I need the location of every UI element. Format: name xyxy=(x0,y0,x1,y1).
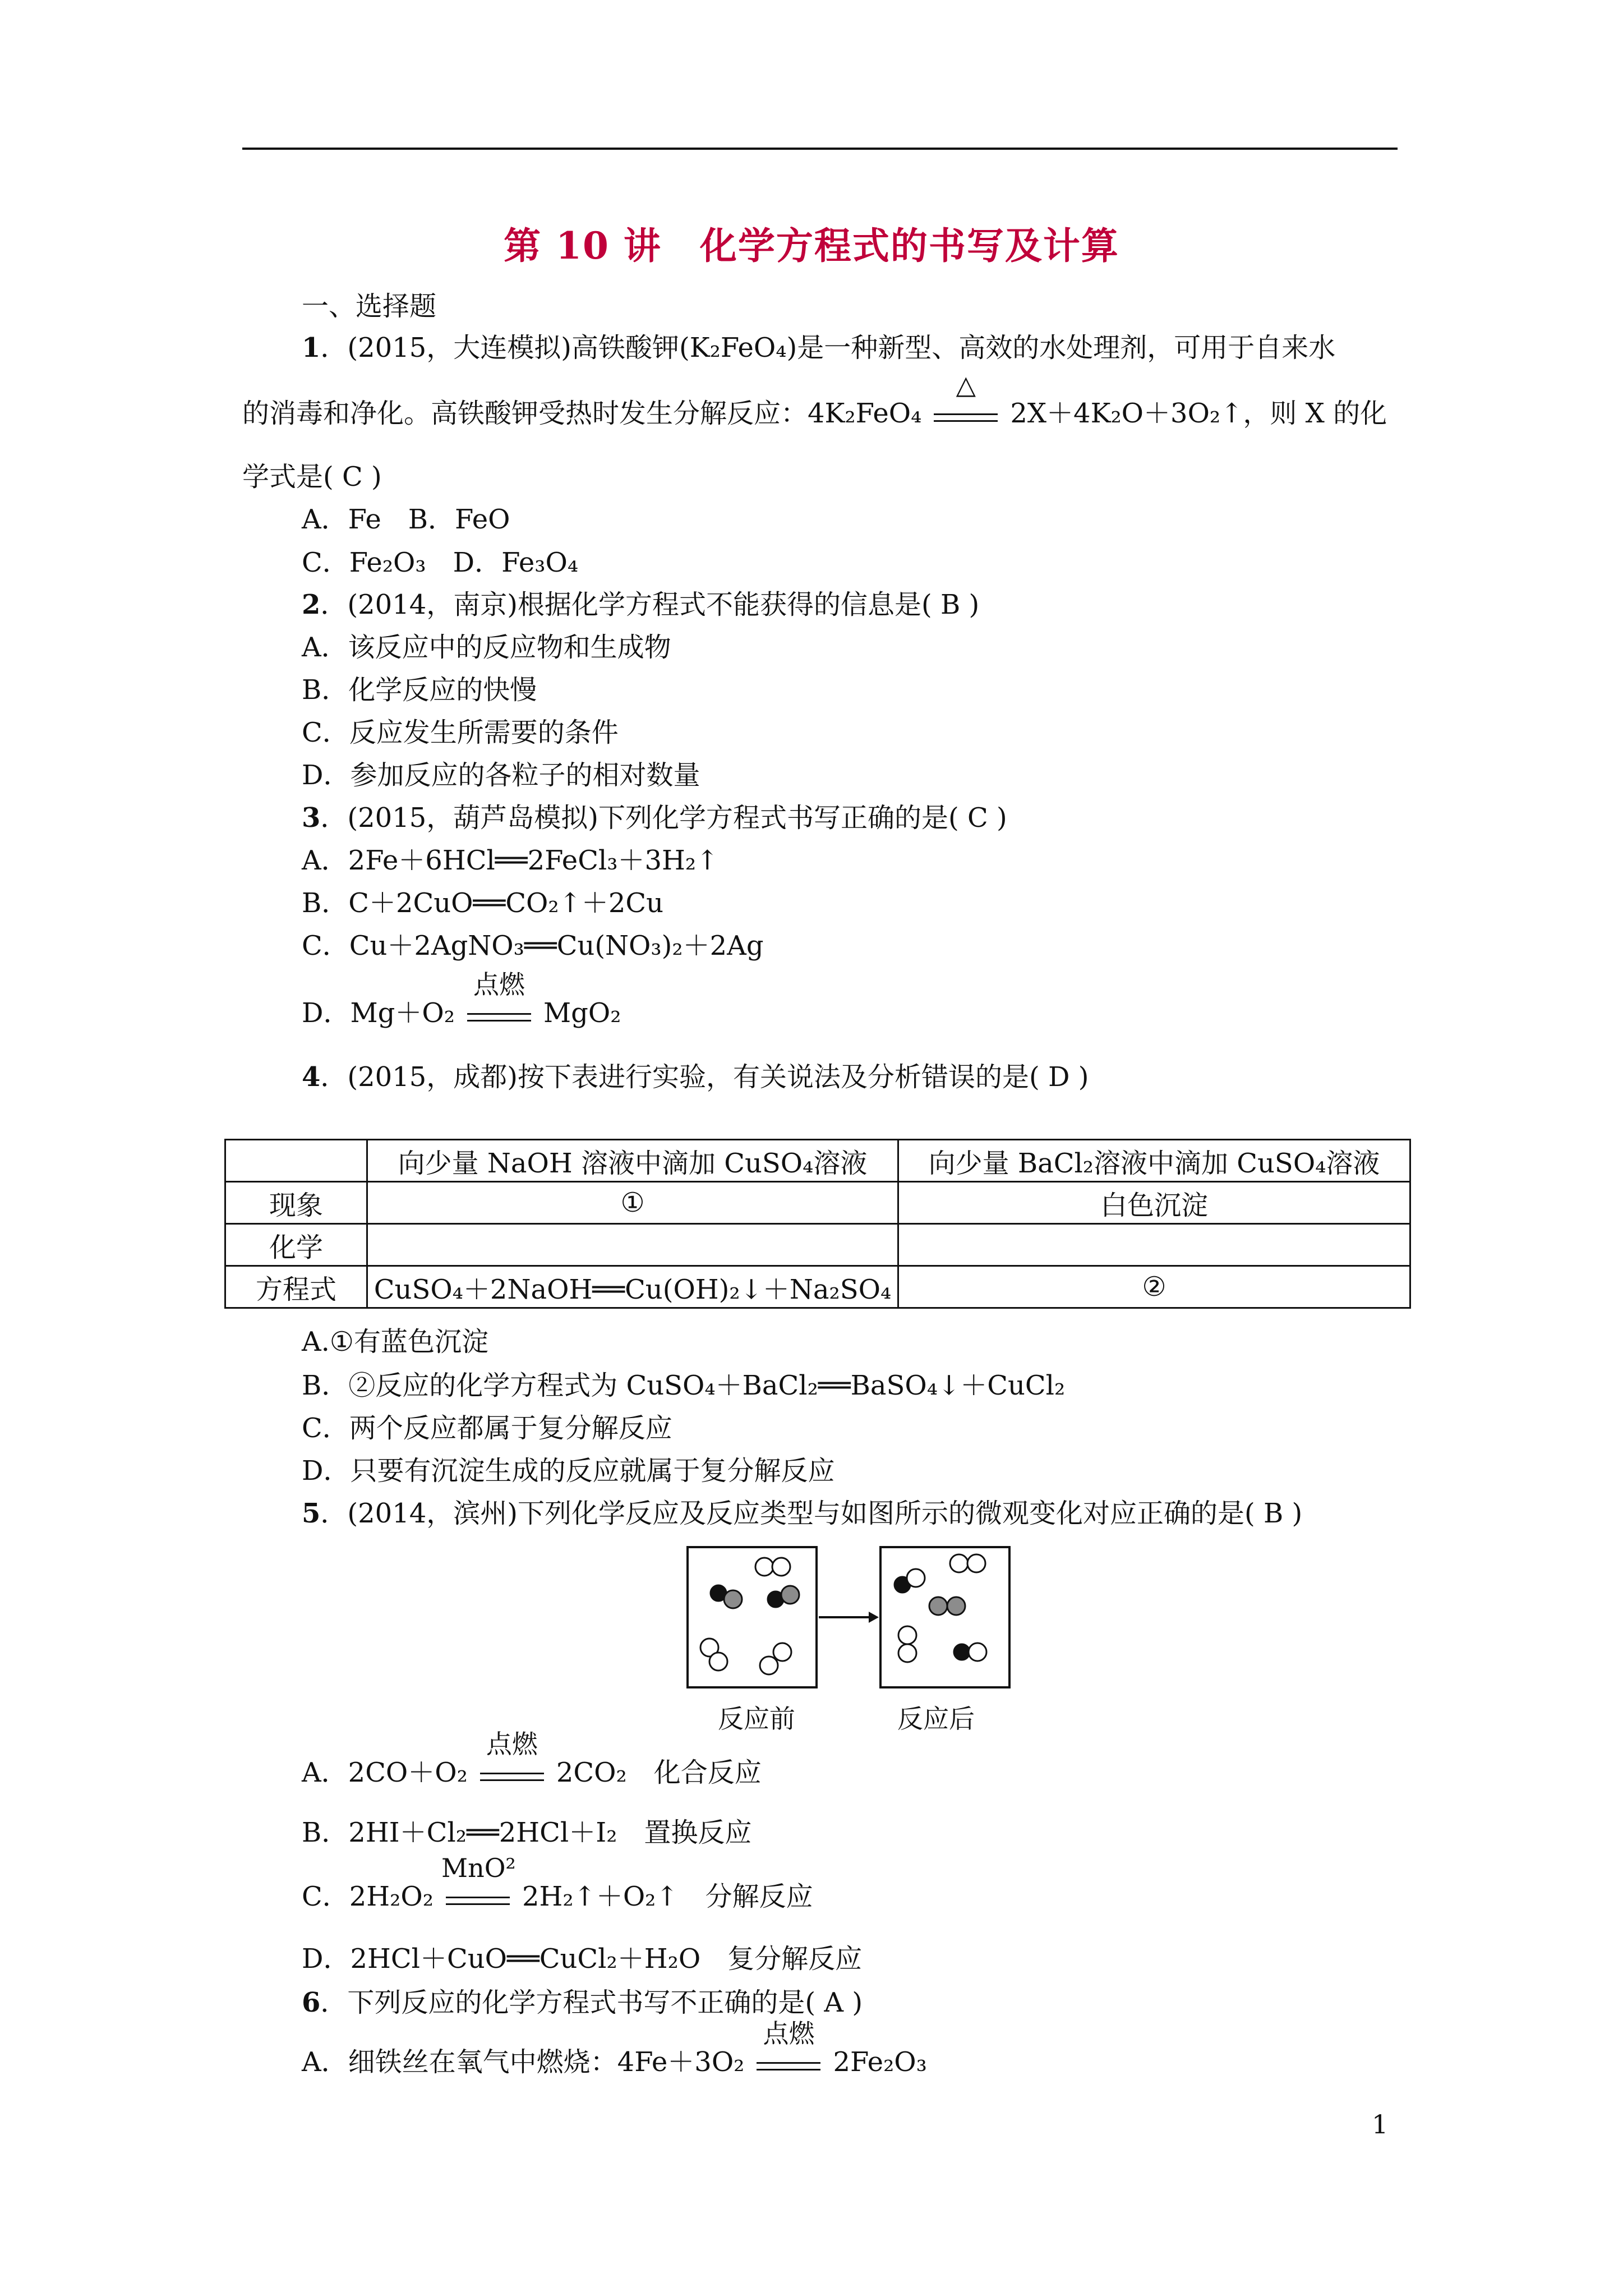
white-atom xyxy=(773,1643,791,1661)
equation-left: A．2CO＋O₂ xyxy=(302,1757,468,1788)
table-header: 向少量 NaOH 溶液中滴加 CuSO₄溶液 xyxy=(367,1140,898,1182)
condition-label: 点燃 xyxy=(486,1729,538,1759)
page-number: 1 xyxy=(1372,2109,1389,2139)
double-bar xyxy=(480,1773,544,1781)
section-heading: 一、选择题 xyxy=(302,291,437,322)
row-label: 方程式 xyxy=(225,1266,367,1308)
question-4-option-c: C．两个反应都属于复分解反应 xyxy=(302,1412,672,1444)
question-6-stem xyxy=(302,1986,863,2019)
heat-symbol: △ xyxy=(956,370,976,400)
question-4-option-b: B．②反应的化学方程式为 CuSO₄＋BaCl₂══BaSO₄↓＋CuCl₂ xyxy=(302,1370,1066,1401)
after-box xyxy=(880,1547,1009,1687)
gray-atom xyxy=(724,1590,742,1608)
question-2-option-d: D．参加反应的各粒子的相对数量 xyxy=(302,760,700,791)
equation-left: 的消毒和净化。高铁酸钾受热时发生分解反应：4K₂FeO₄ xyxy=(242,398,922,429)
question-3-option-c: C．Cu＋2AgNO₃══Cu(NO₃)₂＋2Ag xyxy=(302,930,764,961)
question-number: 1 xyxy=(302,332,321,364)
double-bar xyxy=(446,1897,510,1905)
question-number: 2 xyxy=(302,589,321,620)
question-text: ．(2015，大连模拟)高铁酸钾(K₂FeO₄)是一种新型、高效的水处理剂，可用于自来水 xyxy=(320,332,1336,364)
question-5-option-b: B．2HI＋Cl₂══2HCl＋I₂ 置换反应 xyxy=(302,1817,752,1848)
question-4-option-d: D．只要有沉淀生成的反应就属于复分解反应 xyxy=(302,1455,835,1487)
question-1-options-ab: A．Fe B．FeO xyxy=(302,504,510,535)
question-4-option-a: A.①有蓝色沉淀 xyxy=(302,1326,488,1358)
reaction-condition xyxy=(752,2018,825,2079)
equation-right: 2Fe₂O₃ xyxy=(833,2046,927,2078)
table-header: 向少量 BaCl₂溶液中滴加 CuSO₄溶液 xyxy=(898,1140,1410,1182)
microscopic-change-diagram xyxy=(686,1545,1011,1691)
question-1-options-cd: C．Fe₂O₃ D．Fe₃O₄ xyxy=(302,547,579,578)
reaction-condition xyxy=(476,1729,548,1789)
white-atom xyxy=(967,1554,985,1572)
question-3-option-d xyxy=(302,969,621,1030)
after-label: 反应后 xyxy=(897,1704,975,1734)
equation-right: 2CO₂ 化合反应 xyxy=(556,1757,762,1788)
header-rule xyxy=(242,148,1398,150)
table-row xyxy=(225,1182,1410,1224)
question-4-stem xyxy=(302,1060,1089,1094)
before-label: 反应前 xyxy=(718,1704,795,1734)
question-text: ．(2015，葫芦岛模拟)下列化学方程式书写正确的是( C ) xyxy=(320,802,1007,834)
condition-label: 点燃 xyxy=(763,2018,815,2049)
reaction-condition xyxy=(463,969,536,1030)
gray-atom xyxy=(947,1597,965,1615)
white-atom xyxy=(760,1657,778,1674)
table-cell: 白色沉淀 xyxy=(898,1182,1410,1224)
table-cell: ① xyxy=(367,1182,898,1224)
condition-label: 点燃 xyxy=(473,969,525,1000)
equation-left: A．细铁丝在氧气中燃烧：4Fe＋3O₂ xyxy=(302,2046,745,2078)
question-number: 4 xyxy=(302,1061,321,1093)
black-atom xyxy=(954,1644,970,1660)
question-text: ．(2015，成都)按下表进行实验，有关说法及分析错误的是( D ) xyxy=(320,1061,1089,1093)
gray-atom xyxy=(781,1586,799,1604)
question-number: 3 xyxy=(302,802,321,834)
catalyst-label: MnO² xyxy=(441,1853,516,1883)
question-3-option-a: A．2Fe＋6HCl══2FeCl₃＋3H₂↑ xyxy=(302,845,719,876)
white-atom xyxy=(950,1554,968,1572)
question-2-stem xyxy=(302,588,979,622)
white-atom xyxy=(772,1558,790,1576)
question-5-option-a xyxy=(302,1729,762,1789)
white-atom xyxy=(898,1644,916,1662)
before-box xyxy=(688,1547,817,1687)
page-title: 第 10 讲 化学方程式的书写及计算 xyxy=(504,224,1119,268)
question-2-option-c: C．反应发生所需要的条件 xyxy=(302,717,619,748)
question-1-answer-line: 学式是( C ) xyxy=(242,461,382,493)
equation-right: 2H₂↑＋O₂↑ 分解反应 xyxy=(522,1881,813,1912)
table-cell xyxy=(898,1224,1410,1266)
double-bar xyxy=(934,413,998,422)
question-6-option-a xyxy=(302,2018,927,2079)
double-bar xyxy=(467,1013,531,1022)
table-cell: CuSO₄＋2NaOH══Cu(OH)₂↓＋Na₂SO₄ xyxy=(367,1266,898,1308)
equation-right: 2X＋4K₂O＋3O₂↑，则 X 的化 xyxy=(1010,398,1387,429)
question-text: ．(2014，滨州)下列化学反应及反应类型与如图所示的微观变化对应正确的是( B ) xyxy=(320,1498,1303,1529)
white-atom xyxy=(969,1643,986,1661)
table-row xyxy=(225,1224,1410,1266)
white-atom xyxy=(755,1558,773,1576)
white-atom xyxy=(709,1653,727,1671)
table-row xyxy=(225,1266,1410,1308)
question-2-option-a: A．该反应中的反应物和生成物 xyxy=(302,632,671,663)
question-3-option-b: B．C＋2CuO══CO₂↑＋2Cu xyxy=(302,887,664,919)
question-3-stem xyxy=(302,801,1007,835)
question-number: 5 xyxy=(302,1498,321,1529)
table-cell xyxy=(367,1224,898,1266)
gray-atom xyxy=(929,1597,947,1615)
equation-left: C．2H₂O₂ xyxy=(302,1881,434,1912)
arrow-head-icon xyxy=(869,1612,879,1623)
equation-right: MgO₂ xyxy=(543,997,621,1029)
row-label: 化学 xyxy=(225,1224,367,1266)
table-cell xyxy=(225,1140,367,1182)
double-bar xyxy=(757,2062,820,2070)
particle-diagram-svg xyxy=(686,1545,1011,1691)
question-1-stem xyxy=(302,331,1335,365)
row-label: 现象 xyxy=(225,1182,367,1224)
white-atom xyxy=(907,1569,925,1587)
reaction-condition xyxy=(929,370,1002,430)
experiment-table xyxy=(224,1139,1411,1309)
equation-left: D．Mg＋O₂ xyxy=(302,997,455,1029)
question-5-option-d: D．2HCl＋CuO══CuCl₂＋H₂O 复分解反应 xyxy=(302,1943,863,1975)
question-number: 6 xyxy=(302,1987,321,2018)
question-5-stem xyxy=(302,1497,1302,1530)
question-5-option-c xyxy=(302,1853,813,1913)
table-row xyxy=(225,1140,1410,1182)
question-text: ．(2014，南京)根据化学方程式不能获得的信息是( B ) xyxy=(320,589,980,620)
question-text: ．下列反应的化学方程式书写不正确的是( A ) xyxy=(320,1987,863,2018)
reaction-condition xyxy=(441,1853,516,1913)
white-atom xyxy=(898,1626,916,1644)
question-1-equation-line xyxy=(242,370,1387,430)
question-2-option-b: B．化学反应的快慢 xyxy=(302,674,537,706)
table-cell: ② xyxy=(898,1266,1410,1308)
